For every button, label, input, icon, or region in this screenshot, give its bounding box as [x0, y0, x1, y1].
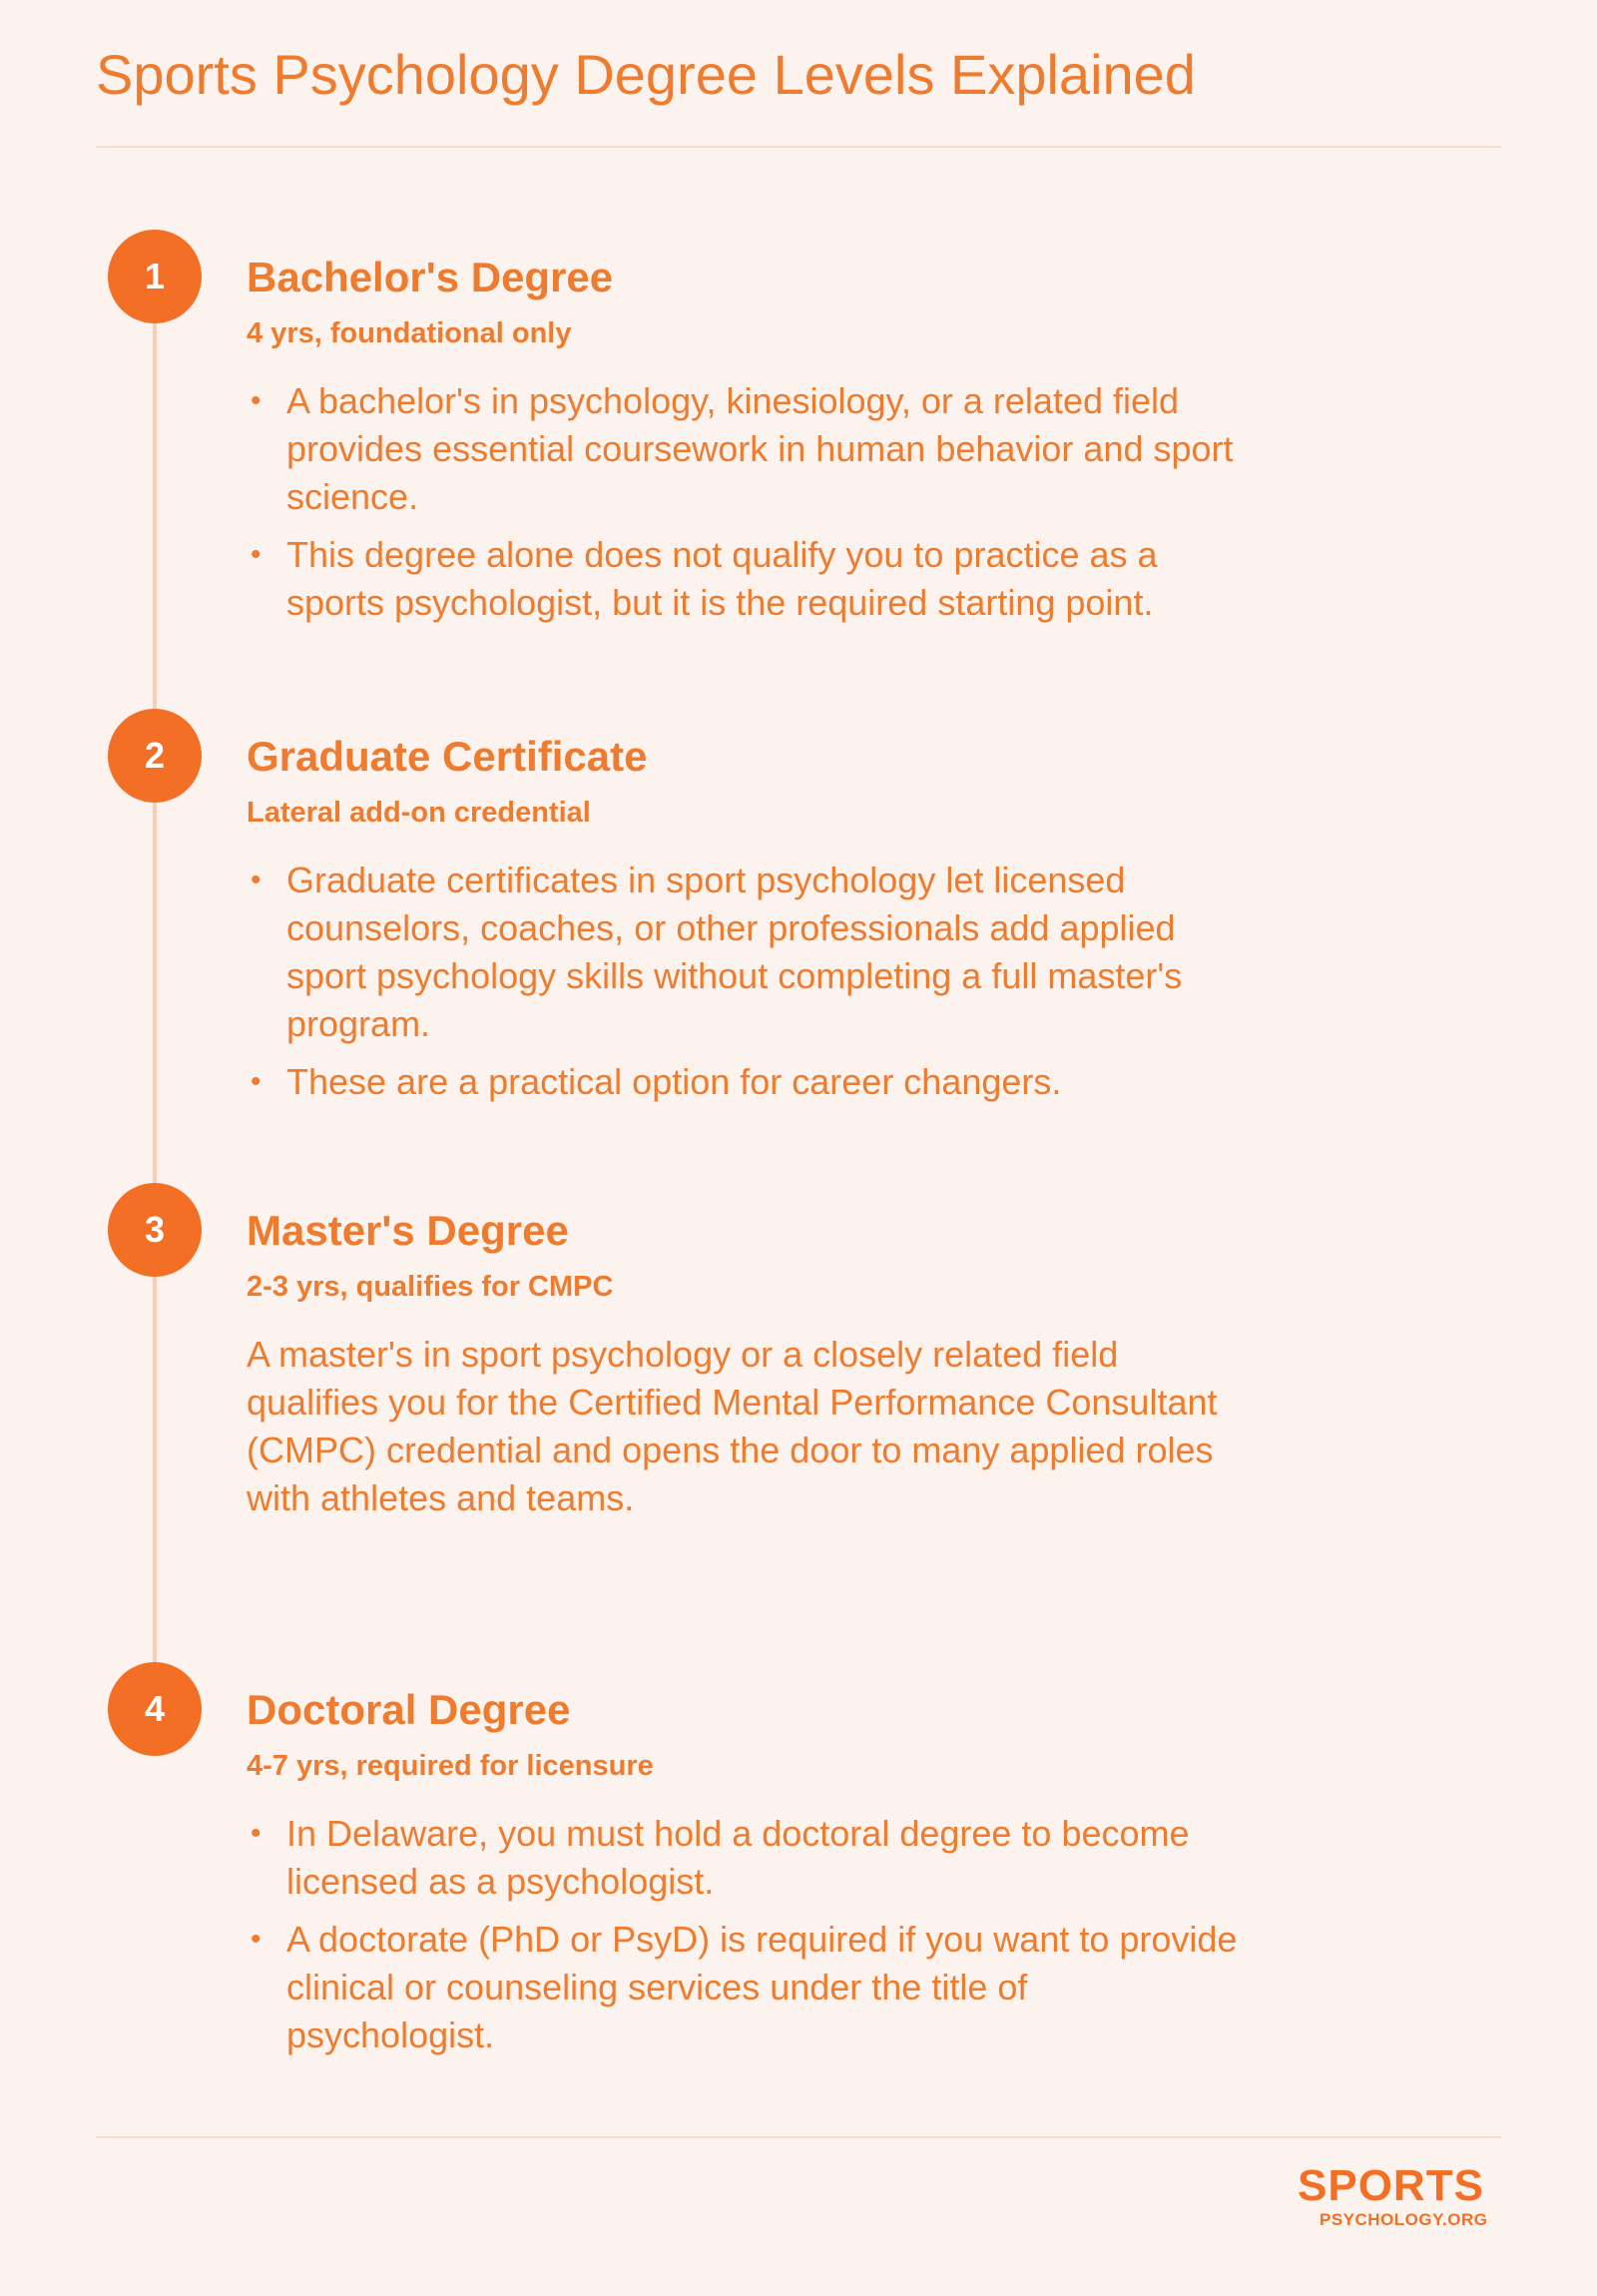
bullet-text: These are a practical option for career changers. [286, 1061, 1062, 1102]
bottom-divider [96, 2136, 1501, 2138]
step-title: Master's Degree [247, 1207, 569, 1254]
logo-wordmark: SPORTS [1298, 2161, 1484, 2210]
step-subtitle: 2-3 yrs, qualifies for CMPC [247, 1271, 614, 1303]
bullet-text: Graduate certificates in sport psychology let licensed counselors, coaches, or other professionals add applied sport psychology skills without completing a full master's program. [286, 860, 1183, 1044]
bullet-item [247, 1058, 1245, 1106]
timeline-line [153, 280, 157, 1697]
bullet-dot-icon: • [251, 1923, 262, 1956]
step-subtitle: 4-7 yrs, required for licensure [247, 1750, 654, 1782]
bullet-text: A doctorate (PhD or PsyD) is required if you want to provide clinical or counseling services under the title of psychologist. [286, 1919, 1238, 2055]
bullet-item [247, 1916, 1245, 2059]
step-title: Graduate Certificate [247, 733, 648, 780]
bullet-dot-icon: • [251, 863, 262, 896]
step-subtitle: Lateral add-on credential [247, 797, 591, 829]
bullet-dot-icon: • [251, 384, 262, 417]
logo-subtext: PSYCHOLOGY.ORG [1320, 2210, 1488, 2229]
sportspsychology-logo [1298, 2161, 1497, 2234]
page-title: Sports Psychology Degree Levels Explained [96, 43, 1196, 106]
bullet-item [247, 1810, 1245, 1906]
step-title: Bachelor's Degree [247, 254, 614, 300]
step-title: Doctoral Degree [247, 1686, 571, 1733]
bullet-text: A bachelor's in psychology, kinesiology, or a related field provides essential coursework in human behavior and sport science. [286, 380, 1234, 517]
step-number-badge: 2 [108, 709, 202, 803]
step-number-badge: 1 [108, 230, 202, 323]
step-number-badge: 3 [108, 1183, 202, 1277]
bullet-text: In Delaware, you must hold a doctoral degree to become licensed as a psychologist. [286, 1813, 1190, 1902]
bullet-item [247, 857, 1245, 1048]
step-subtitle: 4 yrs, foundational only [247, 317, 572, 349]
bullet-text: This degree alone does not qualify you to practice as a sports psychologist, but it is the required starting point. [286, 534, 1158, 623]
top-divider [96, 146, 1501, 148]
step-paragraph: A master's in sport psychology or a closely related field qualifies you for the Certified Mental Performance Consultant (CMPC) credential and opens the door to many applied roles with athletes and teams. [247, 1334, 1218, 1518]
step-number-badge: 4 [108, 1662, 202, 1756]
bullet-dot-icon: • [251, 1817, 262, 1850]
bullet-dot-icon: • [251, 1065, 262, 1098]
bullet-item [247, 377, 1245, 521]
step-bullet-list [247, 857, 1245, 1116]
bullet-item [247, 531, 1245, 627]
step-bullet-list [247, 1810, 1245, 2069]
bullet-dot-icon: • [251, 538, 262, 571]
step-bullet-list [247, 377, 1245, 637]
